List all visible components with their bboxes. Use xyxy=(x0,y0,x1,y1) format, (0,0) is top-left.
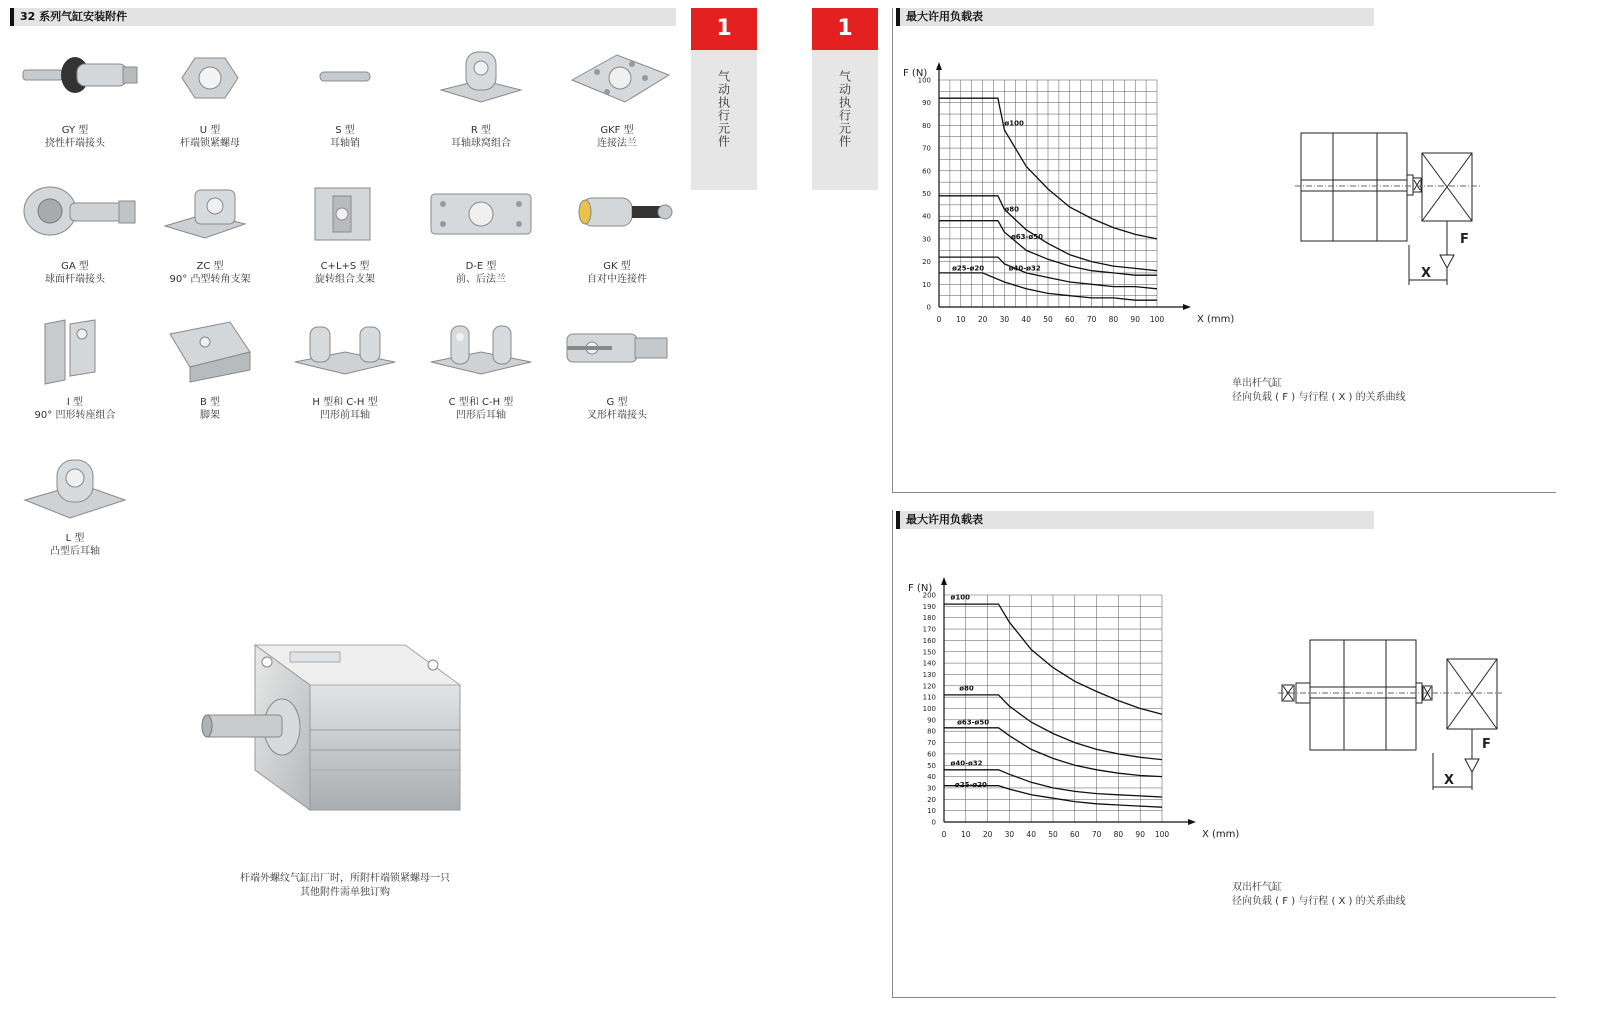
cylinder-caption-line2: 其他附件需单独订购 xyxy=(300,887,390,898)
x-tick-label: 100 xyxy=(1154,830,1170,839)
x-tick-label: 60 xyxy=(1070,830,1080,839)
y-tick-label: 40 xyxy=(927,773,936,782)
accessory-code: GA 型 xyxy=(61,261,89,272)
load-chart-single-rod xyxy=(895,60,1235,340)
chapter-tab-right[interactable] xyxy=(812,8,878,190)
load-chart-double-rod xyxy=(900,575,1240,855)
accessory-item xyxy=(280,176,410,286)
y-axis-label: F (N) xyxy=(908,583,933,594)
chapter-label: 气动执行元件 xyxy=(716,70,731,148)
chart1-caption-line2: 径向负载 ( F ) 与行程 ( X ) 的关系曲线 xyxy=(1232,392,1406,403)
accessory-item xyxy=(145,176,275,286)
x-tick-label: 0 xyxy=(941,830,947,839)
series-label: ø40-ø32 xyxy=(1008,264,1041,273)
lock-nut-icon xyxy=(150,40,270,120)
accessory-item xyxy=(552,312,682,422)
accessory-label xyxy=(552,260,682,286)
y-tick-label: 110 xyxy=(922,693,936,702)
rear-eye-icon xyxy=(15,448,135,528)
accessory-name: 旋转组合支架 xyxy=(315,274,375,285)
x-axis-label: X (mm) xyxy=(1202,829,1240,840)
clevis-swivel-icon xyxy=(15,312,135,392)
accessory-code: C+L+S 型 xyxy=(320,261,370,272)
accessory-item xyxy=(10,176,140,286)
accessory-code: U 型 xyxy=(199,125,221,136)
accessory-code: ZC 型 xyxy=(196,261,224,272)
chapter-number: 1 xyxy=(812,8,878,50)
y-tick-label: 180 xyxy=(922,614,936,623)
accessory-code: GKF 型 xyxy=(600,125,634,136)
pivot-bracket-icon xyxy=(285,176,405,256)
trunnion-pin-icon xyxy=(285,40,405,120)
accessory-item xyxy=(280,312,410,422)
accessory-item xyxy=(10,312,140,422)
x-tick-label: 10 xyxy=(956,315,966,324)
ball-socket-icon xyxy=(421,40,541,120)
accessory-label xyxy=(552,396,682,422)
accessory-item xyxy=(552,40,682,150)
x-tick-label: 100 xyxy=(1149,315,1165,324)
spherical-rod-end-icon xyxy=(15,176,135,256)
series-label: ø100 xyxy=(950,593,970,602)
y-axis-arrow xyxy=(936,62,942,70)
x-axis-arrow xyxy=(1188,819,1196,825)
y-tick-label: 70 xyxy=(927,739,936,748)
page-bottom-rule xyxy=(892,997,1556,998)
accessory-label xyxy=(416,396,546,422)
chart2-caption xyxy=(1232,881,1406,909)
series-label: ø40-ø32 xyxy=(950,759,983,768)
y-tick-label: 60 xyxy=(927,750,936,759)
foot-mount-icon xyxy=(150,312,270,392)
accessory-name: 90° 凹形转座组合 xyxy=(34,410,116,421)
y-tick-label: 30 xyxy=(922,235,931,244)
series-label: ø80 xyxy=(959,684,974,693)
y-tick-label: 100 xyxy=(917,76,931,85)
y-tick-label: 150 xyxy=(922,648,936,657)
x-tick-label: 80 xyxy=(1113,830,1124,839)
accessory-label xyxy=(10,124,140,150)
accessory-label xyxy=(552,124,682,150)
chart1-caption-line1: 单出杆气缸 xyxy=(1232,378,1282,389)
x-tick-label: 20 xyxy=(982,830,993,839)
y-tick-label: 80 xyxy=(927,727,936,736)
accessory-item xyxy=(145,312,275,422)
series-label: ø25-ø20 xyxy=(952,264,985,273)
chart1-section-header xyxy=(896,8,1374,26)
chart1-header-title: 最大许用负载表 xyxy=(906,10,983,23)
accessory-code: I 型 xyxy=(66,397,84,408)
accessory-name: 杆端锁紧螺母 xyxy=(180,138,240,149)
chapter-label: 气动执行元件 xyxy=(837,70,852,148)
y-tick-label: 60 xyxy=(922,167,931,176)
stroke-label: X xyxy=(1421,266,1432,281)
y-tick-label: 0 xyxy=(931,818,936,827)
y-tick-label: 130 xyxy=(922,670,936,679)
x-tick-label: 30 xyxy=(999,315,1010,324)
accessory-label xyxy=(10,396,140,422)
self-align-coupler-icon xyxy=(557,176,677,256)
accessory-label xyxy=(416,260,546,286)
y-tick-label: 20 xyxy=(922,258,931,267)
accessory-label xyxy=(145,396,275,422)
y-tick-label: 80 xyxy=(922,121,931,130)
fork-rod-end-icon xyxy=(557,312,677,392)
accessory-name: 挠性杆端接头 xyxy=(45,138,105,149)
accessory-label xyxy=(280,396,410,422)
accessory-item xyxy=(416,312,546,422)
y-tick-label: 70 xyxy=(922,144,931,153)
right-page-border xyxy=(892,8,893,493)
x-tick-label: 50 xyxy=(1043,315,1053,324)
y-tick-label: 0 xyxy=(926,303,931,312)
chart2-section-header xyxy=(896,511,1374,529)
accessory-item xyxy=(280,40,410,150)
accessory-code: B 型 xyxy=(199,397,221,408)
accessory-name: 叉形杆端接头 xyxy=(587,410,647,421)
y-tick-label: 170 xyxy=(922,625,936,634)
single-rod-diagram xyxy=(1295,125,1485,290)
force-label: F xyxy=(1482,737,1491,752)
y-tick-label: 90 xyxy=(927,716,936,725)
x-axis-label: X (mm) xyxy=(1197,314,1235,325)
x-tick-label: 10 xyxy=(961,830,971,839)
y-tick-label: 20 xyxy=(927,795,936,804)
x-tick-label: 20 xyxy=(977,315,988,324)
rear-clevis-icon xyxy=(421,312,541,392)
stroke-label: X xyxy=(1444,773,1455,788)
y-axis-arrow xyxy=(941,577,947,585)
y-tick-label: 140 xyxy=(922,659,936,668)
accessory-code: D-E 型 xyxy=(465,261,497,272)
y-tick-label: 50 xyxy=(922,190,931,198)
y-tick-label: 10 xyxy=(927,807,936,816)
accessory-item xyxy=(145,40,275,150)
accessory-code: R 型 xyxy=(470,125,492,136)
y-tick-label: 200 xyxy=(922,591,936,600)
series-label: ø63-ø50 xyxy=(957,718,990,727)
x-tick-label: 90 xyxy=(1130,315,1140,324)
x-tick-label: 30 xyxy=(1004,830,1015,839)
accessory-code: G 型 xyxy=(606,397,628,408)
chapter-tab-left[interactable] xyxy=(691,8,757,190)
x-tick-label: 70 xyxy=(1091,830,1102,839)
accessory-name: 脚架 xyxy=(200,410,220,421)
x-tick-label: 40 xyxy=(1026,830,1036,839)
x-tick-label: 80 xyxy=(1108,315,1119,324)
accessory-code: S 型 xyxy=(335,125,355,136)
chart1-caption xyxy=(1232,377,1406,405)
y-tick-label: 160 xyxy=(922,636,936,645)
section-divider xyxy=(892,492,1556,493)
accessory-label xyxy=(280,124,410,150)
accessory-label xyxy=(416,124,546,150)
cylinder-caption-line1: 杆端外螺纹气缸出厂时，所附杆端锁紧螺母一只 xyxy=(240,873,450,884)
y-tick-label: 10 xyxy=(922,280,931,289)
y-tick-label: 100 xyxy=(922,705,936,713)
accessory-code: C 型和 C-H 型 xyxy=(448,397,514,408)
y-tick-label: 90 xyxy=(922,99,931,108)
accessory-item xyxy=(416,176,546,286)
series-label: ø80 xyxy=(1004,205,1019,214)
y-tick-label: 50 xyxy=(927,761,936,770)
chart2-caption-line2: 径向负载 ( F ) 与行程 ( X ) 的关系曲线 xyxy=(1232,896,1406,907)
chapter-number: 1 xyxy=(691,8,757,50)
series-label: ø63-ø50 xyxy=(1010,232,1043,241)
accessory-label xyxy=(145,260,275,286)
chart2-caption-line1: 双出杆气缸 xyxy=(1232,882,1282,893)
double-rod-diagram xyxy=(1278,635,1503,795)
accessory-name: 90° 凸型转角支架 xyxy=(169,274,251,285)
accessory-name: 耳轴销 xyxy=(330,138,360,149)
accessory-item xyxy=(10,40,140,150)
left-section-header xyxy=(10,8,676,26)
accessory-name: 凸型后耳轴 xyxy=(50,546,100,557)
accessory-label xyxy=(10,260,140,286)
accessory-code: GY 型 xyxy=(61,125,89,136)
flange-icon xyxy=(557,40,677,120)
accessory-item xyxy=(10,448,140,558)
accessory-name: 自对中连接件 xyxy=(587,274,647,285)
accessory-name: 凹形后耳轴 xyxy=(456,410,506,421)
left-section-title: 32 系列气缸安装附件 xyxy=(20,10,128,23)
accessory-label xyxy=(280,260,410,286)
y-tick-label: 120 xyxy=(922,682,936,691)
series-label: ø100 xyxy=(1004,119,1024,128)
front-clevis-icon xyxy=(285,312,405,392)
x-tick-label: 90 xyxy=(1135,830,1145,839)
flexible-rod-end-icon xyxy=(15,40,135,120)
front-rear-flange-icon xyxy=(421,176,541,256)
accessory-name: 连接法兰 xyxy=(597,138,637,149)
series-label: ø25-ø20 xyxy=(954,780,987,789)
accessory-name: 凹形前耳轴 xyxy=(320,410,370,421)
accessory-code: H 型和 C-H 型 xyxy=(312,397,378,408)
force-label: F xyxy=(1460,232,1469,247)
x-tick-label: 60 xyxy=(1065,315,1075,324)
x-tick-label: 40 xyxy=(1021,315,1031,324)
cylinder-caption xyxy=(210,872,480,900)
accessory-code: L 型 xyxy=(65,533,85,544)
accessory-item xyxy=(552,176,682,286)
accessory-code: GK 型 xyxy=(603,261,631,272)
x-tick-label: 70 xyxy=(1086,315,1097,324)
x-axis-arrow xyxy=(1183,304,1191,310)
accessory-item xyxy=(416,40,546,150)
y-axis-label: F (N) xyxy=(903,68,928,79)
accessory-label xyxy=(145,124,275,150)
x-tick-label: 50 xyxy=(1048,830,1058,839)
right-page-border-lower xyxy=(892,510,893,998)
compact-cylinder-image xyxy=(195,630,475,830)
chart2-header-title: 最大许用负载表 xyxy=(906,513,983,526)
angle-bracket-icon xyxy=(150,176,270,256)
accessory-label xyxy=(10,532,140,558)
y-tick-label: 30 xyxy=(927,784,936,793)
y-tick-label: 190 xyxy=(922,602,936,611)
accessory-name: 前、后法兰 xyxy=(456,274,506,285)
y-tick-label: 40 xyxy=(922,212,931,221)
x-tick-label: 0 xyxy=(936,315,942,324)
accessory-name: 球面杆端接头 xyxy=(45,274,105,285)
accessory-name: 耳轴球窝组合 xyxy=(451,138,511,149)
